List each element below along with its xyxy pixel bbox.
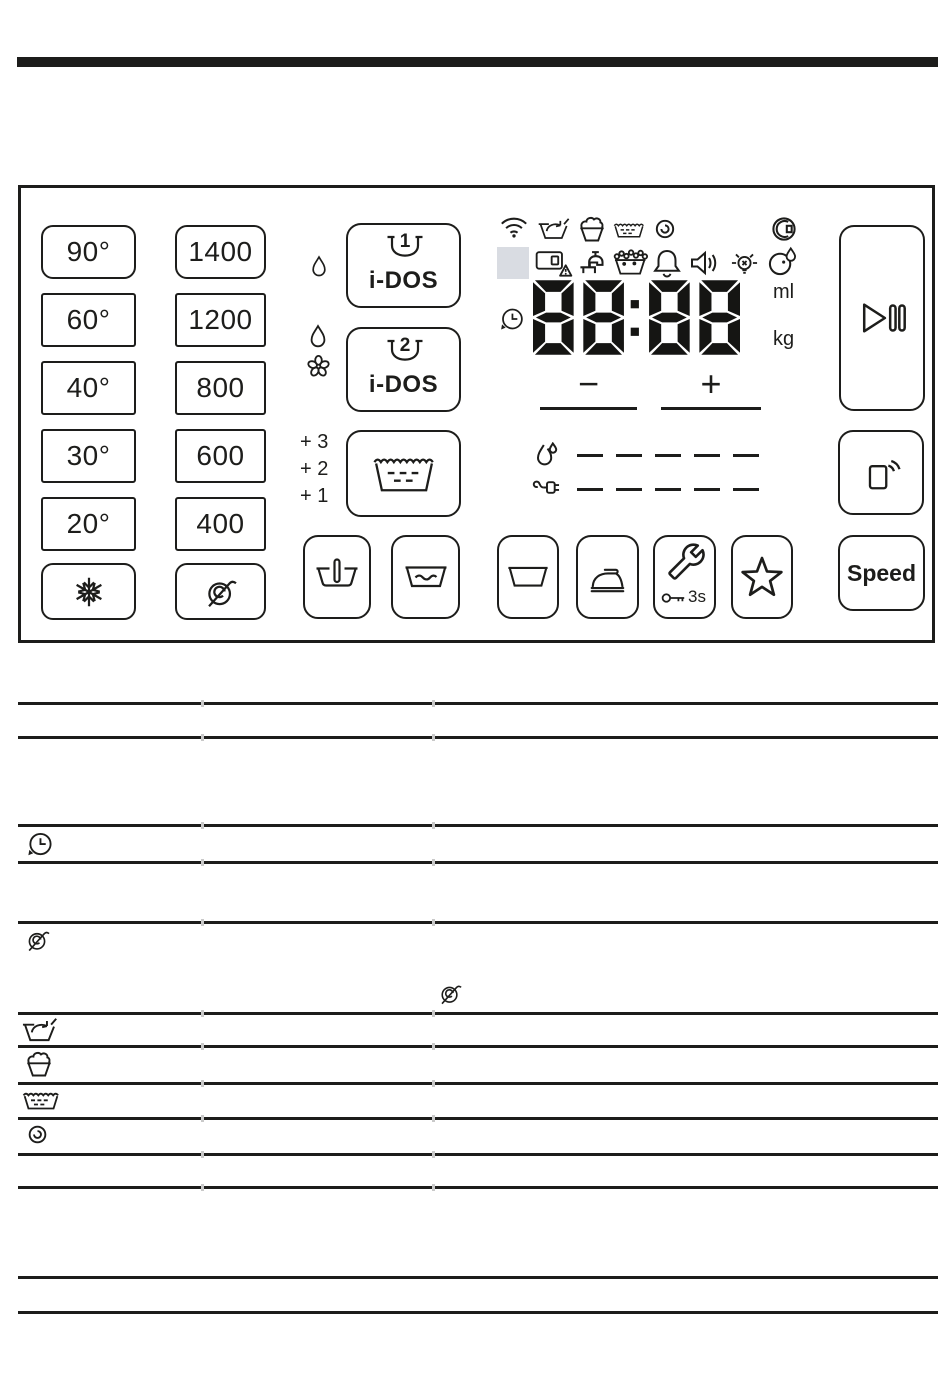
start-pause-button[interactable]: [839, 225, 925, 411]
idos1-button[interactable]: [346, 223, 461, 308]
unit-kg-label: kg: [773, 328, 795, 350]
rule-line: [18, 702, 938, 705]
softener-drop-icon: [307, 323, 329, 352]
energy-consumption-dashes: [577, 488, 760, 491]
water-level-tub-small-icon: [613, 221, 645, 239]
column-joint: [201, 822, 204, 829]
temp-40-button[interactable]: [41, 361, 136, 415]
column-joint: [432, 1115, 435, 1122]
spin-400-label: 400: [196, 508, 245, 539]
spin-800-label: 800: [196, 372, 245, 403]
rinse-suds-tub-icon: [577, 214, 607, 244]
water-plus-3-label: + 3: [300, 431, 329, 453]
prewash-tub-icon: [22, 1016, 59, 1043]
rule-line: [18, 1153, 938, 1156]
temp-20-button[interactable]: [41, 497, 136, 551]
spin-1200-button[interactable]: [175, 293, 266, 347]
spin-1400-button[interactable]: [175, 225, 266, 279]
wifi-icon: [499, 214, 529, 239]
column-joint: [432, 859, 435, 866]
rule-line: [18, 1186, 938, 1189]
idos2-button[interactable]: [346, 327, 461, 412]
spin-800-button[interactable]: [175, 361, 266, 415]
rinse-tub-icon: [403, 559, 449, 595]
idos1-label: i-DOS: [368, 267, 439, 294]
decrease-label: −: [577, 363, 600, 404]
increase-label: +: [700, 363, 722, 404]
column-joint: [201, 919, 204, 926]
spin-600-button[interactable]: [175, 429, 266, 483]
speed-label: Speed: [846, 559, 917, 586]
water-plus-2-label: + 2: [300, 458, 329, 480]
idos1-number: 1: [399, 231, 411, 252]
no-spin-icon: [437, 980, 464, 1007]
water-consumption-dashes: [577, 454, 760, 457]
temp-20-label: 20°: [66, 508, 111, 539]
foam-tub-icon: [610, 245, 651, 278]
rule-line: [18, 1276, 938, 1279]
column-joint: [201, 700, 204, 707]
no-spin-icon: [202, 573, 240, 611]
easy-iron-option-button[interactable]: [576, 535, 639, 619]
rule-line: [18, 824, 938, 827]
temp-40-label: 40°: [66, 372, 111, 403]
column-joint: [432, 1184, 435, 1191]
seven-segment-display: [533, 279, 740, 356]
spin-spiral-icon: [652, 216, 678, 242]
unit-ml-label: ml: [773, 281, 795, 303]
control-panel: [18, 185, 935, 643]
temp-90-button[interactable]: [41, 225, 136, 279]
key-icon: [661, 591, 686, 605]
empty-tub-icon: [506, 560, 550, 594]
column-joint: [432, 919, 435, 926]
indicator-square: [497, 247, 529, 279]
page-top-rule: [17, 57, 938, 67]
spin-off-button[interactable]: [175, 563, 266, 620]
rule-line: [18, 1045, 938, 1048]
column-joint: [201, 1080, 204, 1087]
column-joint: [432, 822, 435, 829]
wrench-icon: [668, 543, 705, 580]
favorite-button[interactable]: [731, 535, 793, 619]
column-joint: [432, 1043, 435, 1050]
increase-underline: [661, 407, 761, 410]
spin-1200-label: 1200: [188, 304, 253, 335]
prewash-tub-icon: [538, 216, 571, 241]
light-icon: [728, 249, 761, 278]
water-drops-icon: [533, 442, 559, 470]
water-level-tub-icon: [372, 453, 436, 495]
temp-60-label: 60°: [66, 304, 111, 335]
bell-icon: [653, 247, 681, 279]
column-joint: [432, 734, 435, 741]
play-pause-icon: [857, 296, 907, 340]
snowflake-icon: [71, 574, 107, 610]
water-plus-1-label: + 1: [300, 485, 329, 507]
temp-30-button[interactable]: [41, 429, 136, 483]
column-joint: [201, 859, 204, 866]
softener-flower-icon: [305, 353, 332, 380]
water-level-tub-icon: [22, 1090, 60, 1111]
no-spin-icon: [24, 926, 52, 954]
power-plug-icon: [531, 474, 562, 501]
speed-button[interactable]: [838, 535, 925, 611]
column-joint: [201, 1043, 204, 1050]
rinse-suds-tub-icon: [24, 1049, 54, 1079]
column-joint: [432, 1151, 435, 1158]
column-joint: [201, 1151, 204, 1158]
temp-90-label: 90°: [66, 236, 111, 267]
drain-option-button[interactable]: [497, 535, 559, 619]
column-joint: [432, 1080, 435, 1087]
column-joint: [432, 700, 435, 707]
decrease-underline: [540, 407, 637, 410]
spin-600-label: 600: [196, 440, 245, 471]
spin-spiral-icon: [25, 1122, 50, 1147]
temp-30-label: 30°: [66, 440, 111, 471]
star-icon: [739, 554, 785, 600]
column-joint: [201, 734, 204, 741]
rule-line: [18, 921, 938, 924]
water-tap-icon: [578, 247, 609, 277]
rule-line: [18, 1012, 938, 1015]
timer-clock-icon: [498, 305, 526, 333]
temp-60-button[interactable]: [41, 293, 136, 347]
volume-icon: [689, 249, 719, 277]
idos2-label: i-DOS: [368, 371, 439, 398]
rule-line: [18, 736, 938, 739]
idos2-number: 2: [399, 335, 411, 356]
column-joint: [432, 1010, 435, 1017]
iron-icon: [588, 559, 628, 595]
rule-line: [18, 1082, 938, 1085]
temp-cold-button[interactable]: [41, 563, 136, 620]
spin-400-button[interactable]: [175, 497, 266, 551]
rinse-option-button[interactable]: [391, 535, 460, 619]
settings-childlock-button[interactable]: [653, 535, 716, 619]
spin-1400-label: 1400: [188, 236, 253, 267]
column-joint: [201, 1115, 204, 1122]
decrease-key[interactable]: [540, 363, 637, 414]
increase-key[interactable]: [661, 363, 761, 414]
prewash-option-button[interactable]: [303, 535, 371, 619]
childlock-hold-label: 3s: [688, 587, 706, 606]
remote-start-button[interactable]: [838, 430, 924, 515]
prewash-tub-bar-icon: [314, 556, 360, 598]
smartphone-waves-icon: [860, 453, 902, 493]
drum-clean-icon: [769, 214, 799, 244]
rule-line: [18, 861, 938, 864]
rule-line: [18, 1117, 938, 1120]
rule-line: [18, 1311, 938, 1314]
detergent-drop-icon: [309, 254, 329, 281]
water-plus-button[interactable]: [346, 430, 461, 517]
detergent-refill-icon: [766, 246, 799, 277]
timer-clock-icon: [25, 829, 55, 859]
idos1-cup-icon: [385, 231, 425, 260]
column-joint: [201, 1010, 204, 1017]
door-warning-icon: [535, 248, 573, 278]
column-joint: [201, 1184, 204, 1191]
idos2-cup-icon: [385, 335, 425, 364]
